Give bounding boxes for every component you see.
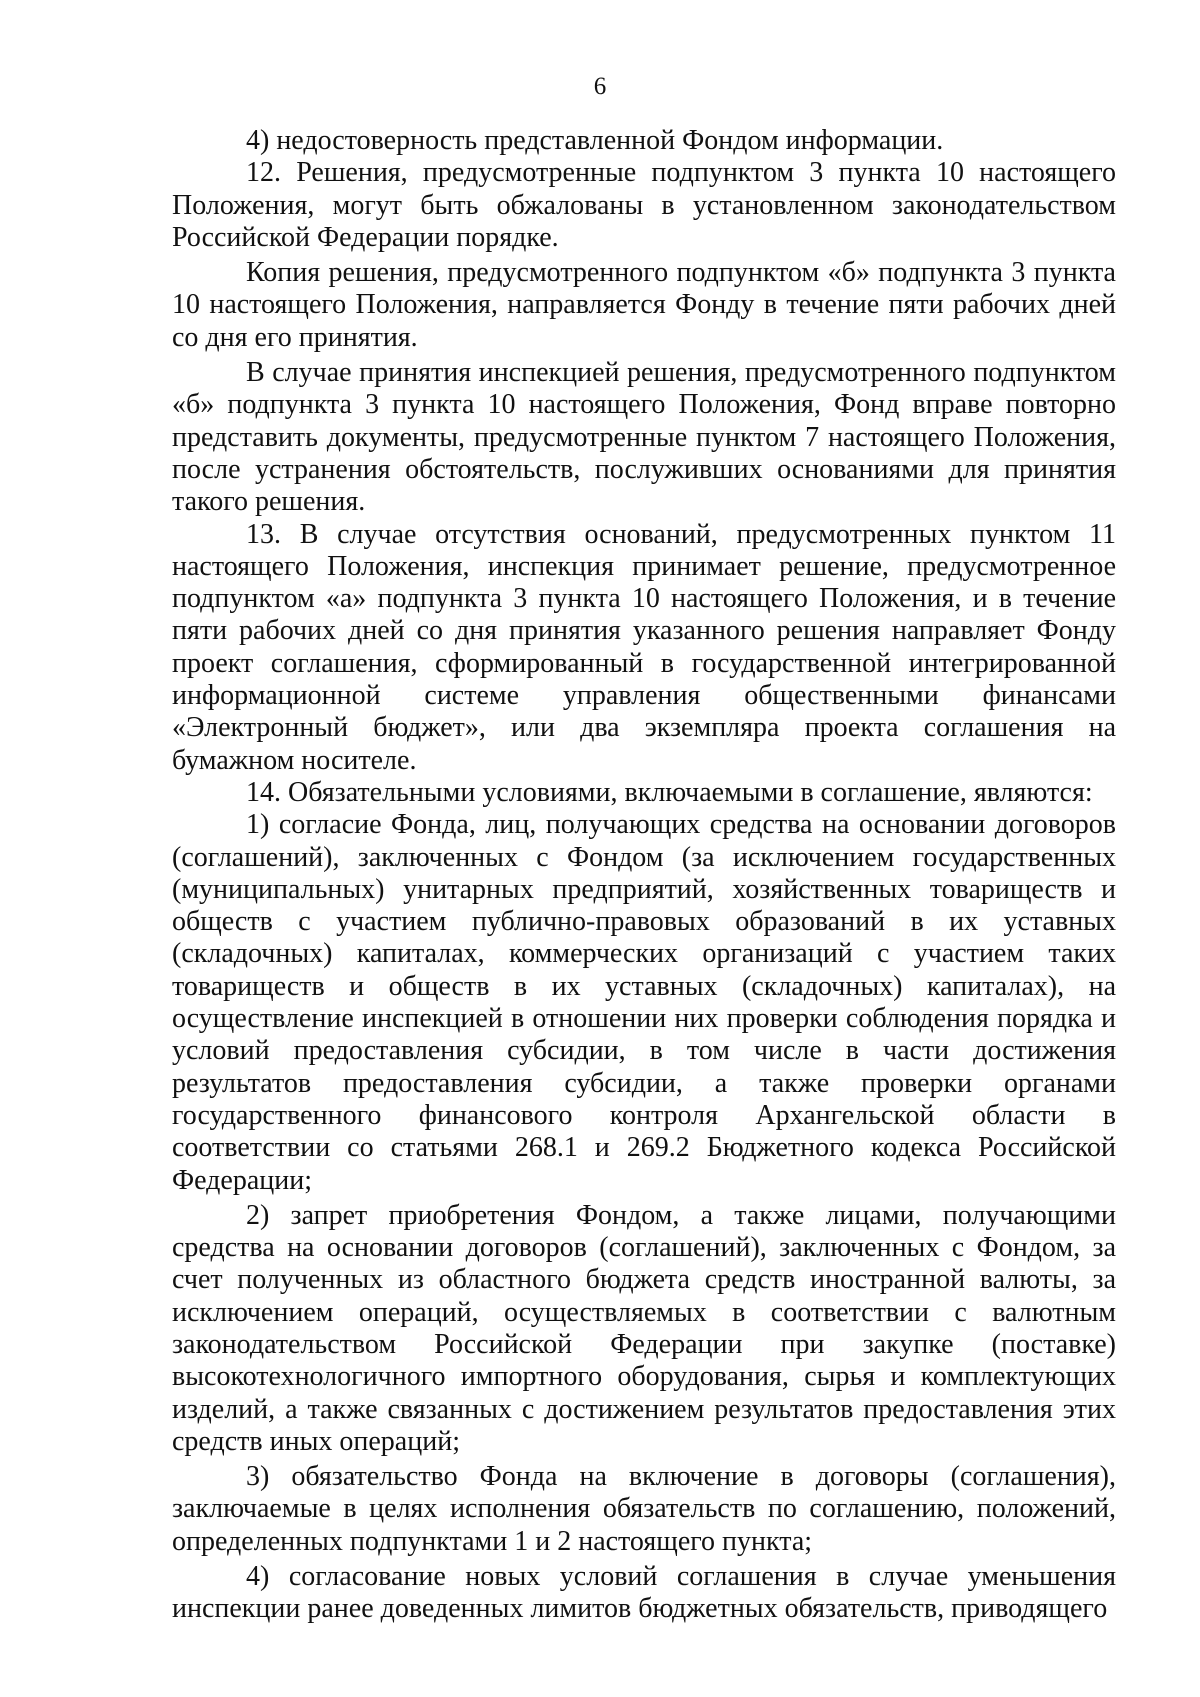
paragraph-item-4: 4) недостоверность представленной Фондом информации.: [246, 125, 944, 156]
paragraph-clause-13: 13. В случае отсутствия оснований, предусмотренных пунктом 11 настоящего Положения, инспекция принимает решение, предусмотренное подпунктом «а» подпункта 3 пункта 10 настоящего Положения, и в течение пяти рабочих дней со дня принятия указанного решения направляет Фонду проект соглашения, сформированный в государственной интегрированной информационной системе управления общественными финансами «Электронный бюджет», или два экземпляра проекта соглашения на бумажном носителе.: [172, 518, 1116, 776]
paragraph-condition-2: 2) запрет приобретения Фондом, а также лицами, получающими средства на основании договоров (соглашений), заключенных с Фондом, за счет полученных из областного бюджета средств иностранной валюты, за исключением операций, осуществляемых в соответствии с валютным законодательством Российской Федерации при закупке (поставке) высокотехнологичного импортного оборудования, сырья и комплектующих изделий, а также связанных с достижением результатов предоставления этих средств иных операций;: [172, 1199, 1116, 1457]
paragraph-condition-3: 3) обязательство Фонда на включение в договоры (соглашения), заключаемые в целях исполнения обязательств по соглашению, положений, определенных подпунктами 1 и 2 настоящего пункта;: [172, 1461, 1116, 1557]
paragraph-resubmission: В случае принятия инспекцией решения, предусмотренного подпунктом «б» подпункта 3 пункта 10 настоящего Положения, Фонд вправе повторно представить документы, предусмотренные пунктом 7 настоящего Положения, после устранения обстоятельств, послуживших основаниями для принятия такого решения.: [172, 357, 1116, 518]
paragraph-clause-14: 14. Обязательными условиями, включаемыми в соглашение, являются:: [246, 776, 1093, 808]
paragraph-decision-copy: Копия решения, предусмотренного подпунктом «б» подпункта 3 пункта 10 настоящего Положения, направляется Фонду в течение пяти рабочих дней со дня его принятия.: [172, 257, 1116, 353]
document-body: [172, 125, 1116, 1626]
page-number: 6: [593, 73, 607, 100]
paragraph-condition-4: 4) согласование новых условий соглашения в случае уменьшения инспекции ранее доведенных лимитов бюджетных обязательств, приводящего: [172, 1561, 1116, 1625]
paragraph-clause-12: 12. Решения, предусмотренные подпунктом 3 пункта 10 настоящего Положения, могут быть обжалованы в установленном законодательством Российской Федерации порядке.: [172, 157, 1116, 253]
paragraph-condition-1: 1) согласие Фонда, лиц, получающих средства на основании договоров (соглашений), заключенных с Фондом (за исключением государственных (муниципальных) унитарных предприятий, хозяйственных товариществ и обществ с участием публично-правовых образований в их уставных (складочных) капиталах, коммерческих организаций с участием таких товариществ и обществ в их уставных (складочных) капиталах), на осуществление инспекцией в отношении них проверки соблюдения порядка и условий предоставления субсидии, в том числе в части достижения результатов предоставления субсидии, а также проверки органами государственного финансового контроля Архангельской области в соответствии со статьями 268.1 и 269.2 Бюджетного кодекса Российской Федерации;: [172, 809, 1116, 1196]
